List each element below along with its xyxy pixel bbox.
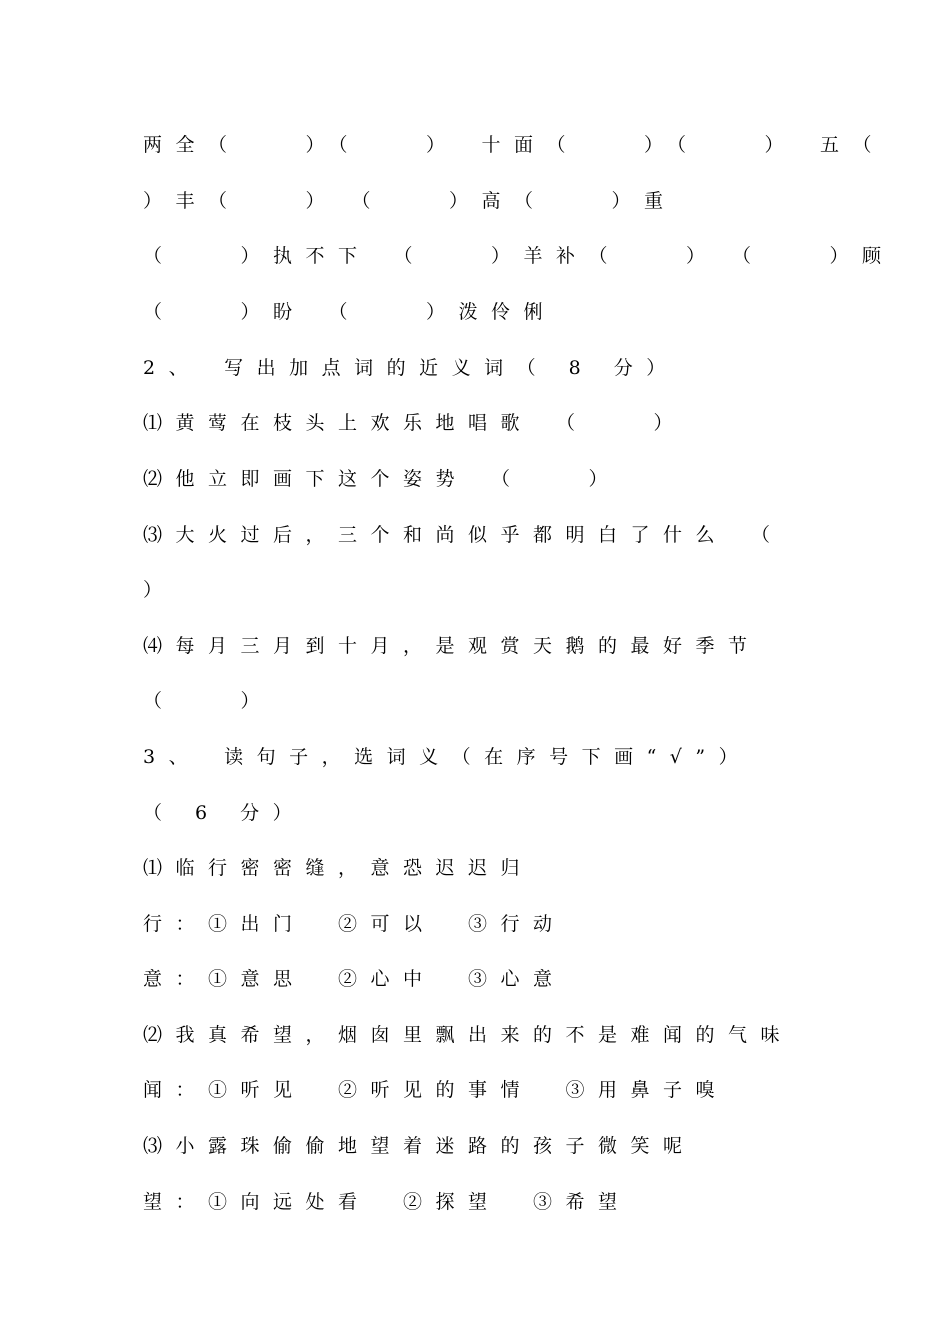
question-2-item-3-cont: ） [143, 579, 176, 601]
question-2-heading: 2、 写出加点词的近义词（ 8 分） [143, 357, 679, 379]
question-2-item-4: ⑷每月三月到十月，是观赏天鹅的最好季节 [143, 635, 761, 657]
question-3-options-xing: 行：①出门 ②可以 ③行动 [143, 913, 566, 935]
line-4-idioms-row-2-cont: （ ）盼 （ ）泼伶俐 [143, 301, 557, 323]
question-3-options-yi: 意：①意思 ②心中 ③心意 [143, 968, 566, 990]
question-3-sentence-1: ⑴临行密密缝，意恐迟迟归 [143, 857, 534, 879]
line-3-idioms-row-2: （ ）执不下 （ ）羊补（ ） （ ）顾 [143, 245, 895, 267]
question-3-options-wang: 望：①向远处看 ②探望 ③希望 [143, 1191, 631, 1213]
question-3-sentence-3: ⑶小露珠偷偷地望着迷路的孩子微笑呢 [143, 1135, 696, 1157]
question-2-item-2: ⑵他立即画下这个姿势 （ ） [143, 468, 622, 490]
question-3-heading: 3、 读句子，选词义（在序号下画“√”） [143, 746, 752, 768]
question-2-item-3: ⑶大火过后，三个和尚似乎都明白了什么 （ [143, 524, 784, 546]
question-3-heading-score: （ 6 分） [143, 802, 306, 824]
question-3-sentence-2: ⑵我真希望，烟囱里飘出来的不是难闻的气味 [143, 1024, 794, 1046]
line-1-idioms-row-1: 两全（ ）（ ） 十面（ ）（ ） 五（ [143, 134, 886, 156]
question-2-item-4-cont: （ ） [143, 690, 274, 712]
line-2-idioms-row-1-cont: ）丰（ ） （ ）高（ ）重 [143, 190, 677, 212]
question-2-item-1: ⑴黄莺在枝头上欢乐地唱歌 （ ） [143, 412, 687, 434]
question-3-options-wen: 闻：①听见 ②听见的事情 ③用鼻子嗅 [143, 1079, 729, 1101]
